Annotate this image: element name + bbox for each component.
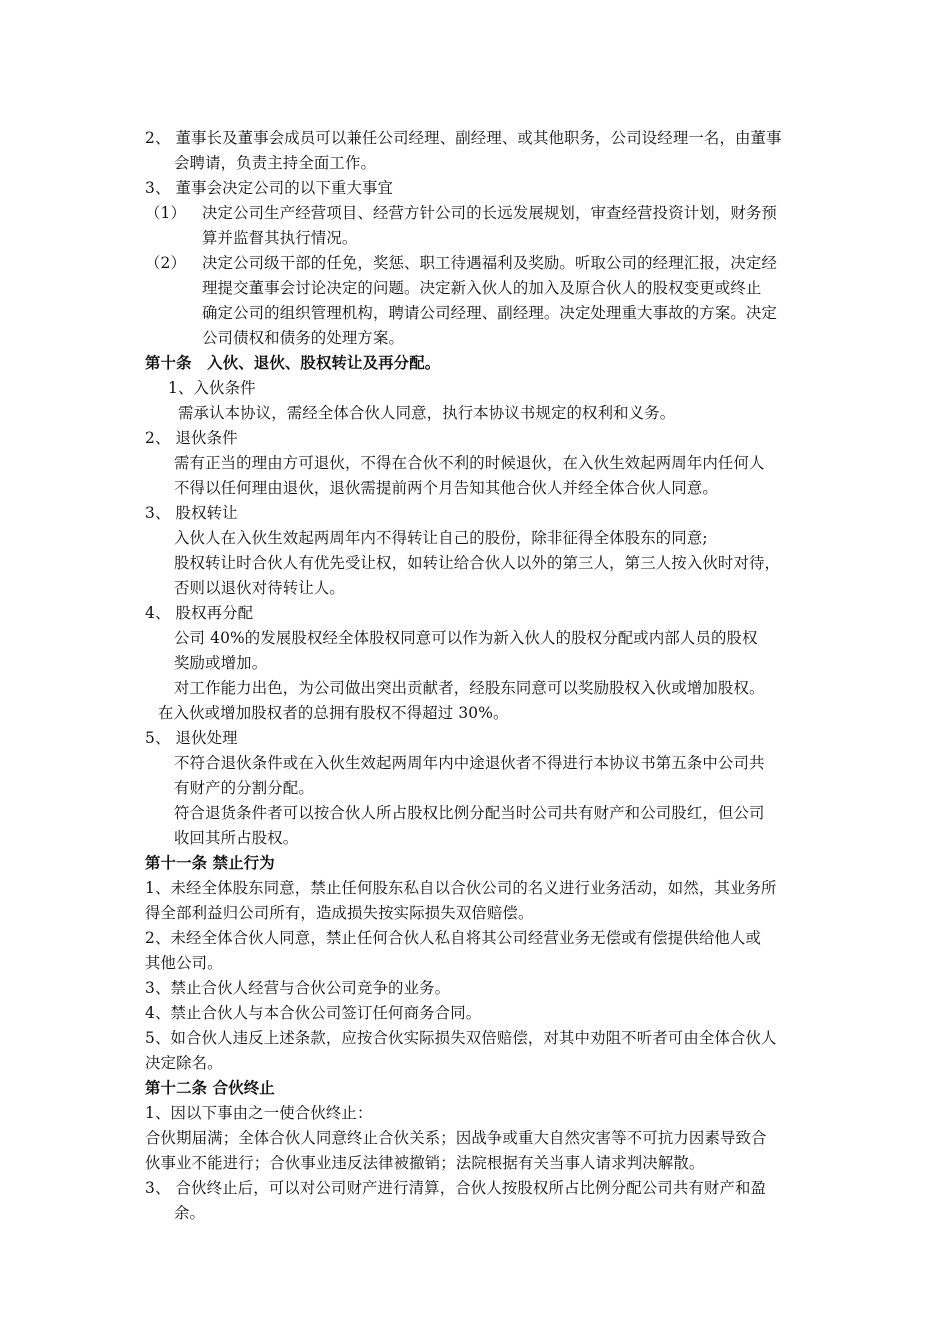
text-line: 否则以退伙对待转让人。 (174, 579, 345, 597)
text-line: 有财产的分割分配。 (174, 779, 314, 797)
text-line: 3、 股权转让 (145, 504, 238, 522)
text-line: 会聘请，负责主持全面工作。 (174, 154, 377, 172)
text-line: 决定公司级干部的任免，奖惩、职工待遇福利及奖励。听取公司的经理汇报，决定经 (202, 254, 778, 272)
text-line: 2、未经全体合伙人同意，禁止任何合伙人私自将其公司经营业务无偿或有偿提供给他人或 (145, 929, 762, 947)
text-line: 理提交董事会讨论决定的问题。决定新入伙人的加入及原合伙人的股权变更或终止 (202, 279, 762, 297)
text-line: 收回其所占股权。 (174, 829, 299, 847)
text-line: 1、因以下事由之一使合伙终止： (145, 1104, 373, 1122)
text-line: 确定公司的组织管理机构，聘请公司经理、副经理。决定处理重大事故的方案。决定 (202, 304, 778, 322)
text-line: 5、如合伙人违反上述条款，应按合伙实际损失双倍赔偿，对其中劝阻不听者可由全体合伙人 (145, 1029, 777, 1047)
text-line: 3、 董事会决定公司的以下重大事宜 (145, 179, 394, 197)
text-line: 5、 退伙处理 (145, 729, 238, 747)
text-line: 其他公司。 (145, 954, 223, 972)
text-line: 余。 (174, 1204, 206, 1222)
text-line: 得全部利益归公司所有，造成损失按实际损失双倍赔偿。 (145, 904, 534, 922)
text-line: 需承认本协议，需经全体合伙人同意，执行本协议书规定的权利和义务。 (178, 404, 676, 422)
text-line: 决定除名。 (145, 1054, 223, 1072)
text-line: 入伙人在入伙生效起两周年内不得转让自己的股份，除非征得全体股东的同意; (174, 529, 708, 547)
text-line: 股权转让时合伙人有优先受让权，如转让给合伙人以外的第三人，第三人按入伙时对待， (174, 554, 781, 572)
text-line: 3、 合伙终止后，可以对公司财产进行清算，合伙人按股权所占比例分配公司共有财产和盈 (145, 1179, 767, 1197)
text-line: 伙事业不能进行；合伙事业违反法律被撤销；法院根据有关当事人请求判决解散。 (145, 1154, 705, 1172)
text-line: 决定公司生产经营项目、经营方针公司的长远发展规划，审查经营投资计划，财务预 (202, 204, 778, 222)
section-heading: 第十一条 禁止行为 (145, 854, 275, 872)
text-line: 公司债权和债务的处理方案。 (202, 329, 405, 347)
text-line: 算并监督其执行情况。 (202, 229, 358, 247)
text-line: 2、 退伙条件 (145, 429, 238, 447)
text-line: 2、 董事长及董事会成员可以兼任公司经理、副经理、或其他职务，公司设经理一名，由董事 (145, 129, 782, 147)
text-line: 4、 股权再分配 (145, 604, 254, 622)
text-line: （1） (145, 204, 187, 222)
text-line: （2） (145, 254, 187, 272)
section-heading: 第十条 入伙、退伙、股权转让及再分配。 (145, 354, 441, 372)
text-line: 对工作能力出色，为公司做出突出贡献者，经股东同意可以奖励股权入伙或增加股权。 (174, 679, 765, 697)
text-line: 3、禁止合伙人经营与合伙公司竞争的业务。 (145, 979, 451, 997)
text-line: 需有正当的理由方可退伙，不得在合伙不利的时候退伙，在入伙生效起两周年内任何人 (174, 454, 765, 472)
text-line: 合伙期届满；全体合伙人同意终止合伙关系；因战争或重大自然灾害等不可抗力因素导致合 (145, 1129, 767, 1147)
text-line: 1、入伙条件 (168, 379, 256, 397)
text-line: 符合退货条件者可以按合伙人所占股权比例分配当时公司共有财产和公司股红，但公司 (174, 804, 765, 822)
text-line: 在入伙或增加股权者的总拥有股权不得超过 30%。 (158, 704, 509, 722)
text-line: 1、未经全体股东同意，禁止任何股东私自以合伙公司的名义进行业务活动，如然，其业务所 (145, 879, 777, 897)
text-line: 公司 40%的发展股权经全体股权同意可以作为新入伙人的股权分配或内部人员的股权 (174, 629, 758, 647)
text-line: 不得以任何理由退伙，退伙需提前两个月告知其他合伙人并经全体合伙人同意。 (174, 479, 718, 497)
text-line: 不符合退伙条件或在入伙生效起两周年内中途退伙者不得进行本协议书第五条中公司共 (174, 754, 765, 772)
text-line: 4、禁止合伙人与本合伙公司签订任何商务合同。 (145, 1004, 482, 1022)
text-line: 奖励或增加。 (174, 654, 268, 672)
section-heading: 第十二条 合伙终止 (145, 1079, 275, 1097)
